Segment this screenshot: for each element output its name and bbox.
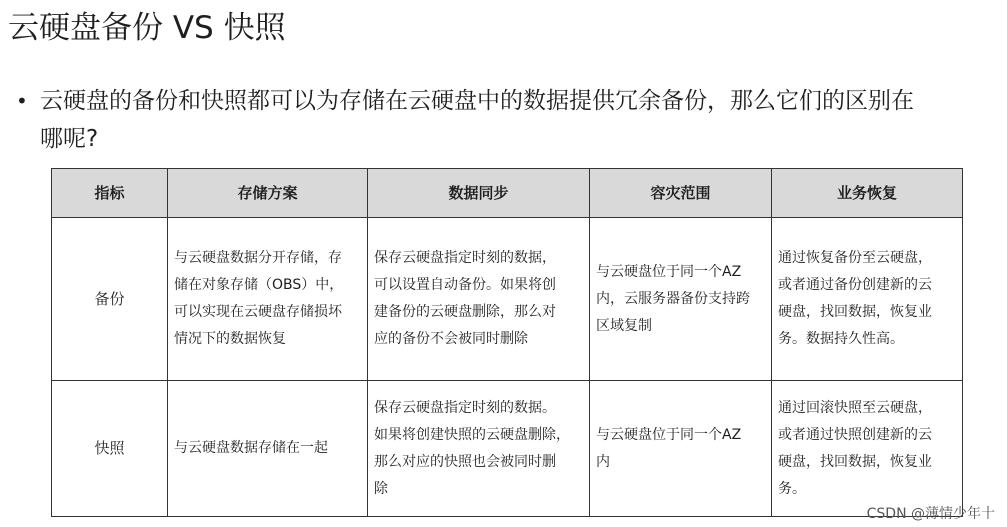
- bullet-text: [40, 82, 996, 158]
- snapshot-sync-cell: [368, 381, 590, 517]
- watermark: CSDN @薄情少年十: [866, 506, 995, 522]
- backup-storage-cell: [168, 218, 368, 381]
- cell-line: 或者通过快照创建新的云: [778, 426, 932, 443]
- cell-line: 与云硬盘数据分开存储，存: [174, 250, 342, 266]
- backup-dr-cell: [590, 218, 772, 381]
- header-dr: 容灾范围: [590, 169, 772, 218]
- header-metric: 指标: [52, 169, 168, 218]
- cell-line: 情况下的数据恢复: [174, 331, 286, 347]
- row-label-snapshot: 快照: [52, 381, 168, 517]
- cell-line: 储在对象存储（OBS）中，: [174, 277, 344, 293]
- table-row-backup: [52, 218, 963, 381]
- snapshot-recovery-cell: [772, 381, 963, 517]
- cell-line: 那么对应的快照也会被同时删: [374, 453, 556, 470]
- row-label-backup: 备份: [52, 218, 168, 381]
- bullet-line-1: 云硬盘的备份和快照都可以为存储在云硬盘中的数据提供冗余备份，那么它们的区别在: [40, 88, 914, 114]
- cell-line: 务。: [778, 480, 806, 497]
- header-storage: 存储方案: [168, 169, 368, 218]
- slide-title: 云硬盘备份 VS 快照: [8, 10, 286, 46]
- snapshot-dr-cell: [590, 381, 772, 517]
- cell-line: 硬盘，找回数据，恢复业: [778, 453, 932, 470]
- cell-line: 与云硬盘位于同一个AZ: [596, 263, 742, 280]
- snapshot-storage-cell: [168, 381, 368, 517]
- cell-line: 应的备份不会被同时删除: [374, 331, 528, 347]
- table-header-row: [52, 169, 963, 218]
- cell-line: 硬盘，找回数据，恢复业: [778, 304, 932, 320]
- cell-line: 可以设置自动备份。如果将创: [374, 277, 556, 293]
- cell-line: 或者通过备份创建新的云: [778, 277, 932, 293]
- bullet-line-2: 哪呢?: [40, 126, 99, 152]
- header-sync: 数据同步: [368, 169, 590, 218]
- cell-line: 除: [374, 480, 388, 497]
- cell-line: 务。数据持久性高。: [778, 331, 904, 347]
- cell-line: 内，云服务器备份支持跨: [596, 290, 750, 307]
- cell-line: 与云硬盘数据存储在一起: [174, 440, 328, 456]
- cell-line: 建备份的云硬盘删除，那么对: [374, 304, 556, 320]
- cell-line: 区域复制: [596, 317, 652, 334]
- table-row-snapshot: [52, 381, 963, 517]
- backup-sync-cell: [368, 218, 590, 381]
- cell-line: 保存云硬盘指定时刻的数据，: [374, 250, 556, 266]
- backup-recovery-cell: [772, 218, 963, 381]
- cell-line: 通过恢复备份至云硬盘，: [778, 250, 932, 266]
- comparison-table: [51, 168, 963, 517]
- cell-line: 可以实现在云硬盘存储损坏: [174, 304, 342, 320]
- cell-line: 通过回滚快照至云硬盘，: [778, 399, 932, 416]
- cell-line: 内: [596, 453, 610, 470]
- cell-line: 如果将创建快照的云硬盘删除，: [374, 426, 570, 443]
- bullet-dot-icon: •: [16, 89, 28, 113]
- cell-line: 与云硬盘位于同一个AZ: [596, 426, 742, 443]
- header-recovery: 业务恢复: [772, 169, 963, 218]
- cell-line: 保存云硬盘指定时刻的数据。: [374, 399, 556, 416]
